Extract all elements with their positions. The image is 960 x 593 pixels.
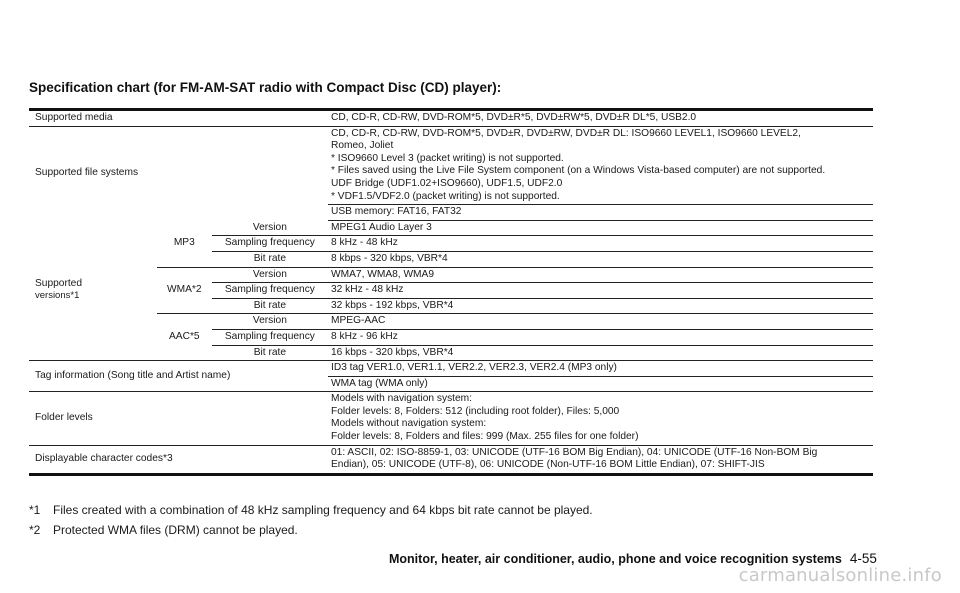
text-line: UDF Bridge (UDF1.02+ISO9660), UDF1.5, UDF2.0 [331, 177, 563, 189]
footnote-mark: *1 [29, 503, 41, 517]
param-label: Sampling frequency [212, 236, 328, 252]
row-value-supported-media: CD, CD-R, CD-RW, DVD-ROM*5, DVD±R*5, DVD±RW*5, DVD±R DL*5, USB2.0 [328, 110, 873, 127]
watermark: carmanualsonline.info [738, 565, 942, 586]
codec-label-aac: AAC*5 [157, 314, 212, 361]
param-label: Bit rate [212, 345, 328, 361]
param-value: WMA7, WMA8, WMA9 [328, 267, 873, 283]
text-line: Models with navigation system: [331, 393, 472, 405]
text-line: Folder levels: 8, Folders: 512 (including root folder), Files: 5,000 [331, 405, 620, 417]
row-label-supported-media: Supported media [29, 110, 328, 127]
chart-title: Specification chart (for FM-AM-SAT radio with Compact Disc (CD) player): [29, 80, 502, 95]
row-value-tag-info: ID3 tag VER1.0, VER1.1, VER2.2, VER2.3, VER2.4 (MP3 only) [328, 361, 873, 377]
footnote-1 [29, 503, 593, 517]
text-line: CD, CD-R, CD-RW, DVD-ROM*5, DVD±R, DVD±RW, DVD±R DL: ISO9660 LEVEL1, ISO9660 LEVEL2, [331, 127, 801, 139]
page-footer [389, 551, 877, 566]
param-label: Version [212, 314, 328, 330]
spec-table [29, 108, 873, 476]
text-line: Endian), 05: UNICODE (UTF-8), 06: UNICODE (Non-UTF-16 BOM Little Endian), 07: SHIFT-JIS [331, 459, 765, 471]
text-line: * VDF1.5/VDF2.0 (packet writing) is not supported. [331, 190, 560, 202]
footnote-text: Protected WMA files (DRM) cannot be played. [53, 523, 298, 537]
param-value: MPEG1 Audio Layer 3 [328, 220, 873, 236]
table-row [29, 361, 873, 377]
row-label-supported-versions [29, 220, 157, 360]
param-value: 8 kHz - 96 kHz [328, 329, 873, 345]
label-line: Supported [35, 277, 83, 289]
label-line: versions*1 [35, 290, 80, 302]
row-value-folder-levels [328, 392, 873, 445]
text-line: Romeo, Joliet [331, 140, 394, 152]
text-line: 01: ASCII, 02: ISO-8859-1, 03: UNICODE (UTF-16 BOM Big Endian), 04: UNICODE (UTF-16 Non-BOM Big [331, 446, 818, 458]
text-line: Models without navigation system: [331, 418, 487, 430]
row-value-tag-info: WMA tag (WMA only) [328, 376, 873, 392]
param-label: Bit rate [212, 298, 328, 314]
table-row [29, 392, 873, 445]
table-row [29, 220, 873, 236]
row-label-file-systems: Supported file systems [35, 167, 139, 179]
param-value: 8 kHz - 48 kHz [328, 236, 873, 252]
footnote-text: Files created with a combination of 48 kHz sampling frequency and 64 kbps bit rate cannot be played. [53, 503, 593, 517]
section-title: Monitor, heater, air conditioner, audio, phone and voice recognition systems [389, 552, 842, 566]
param-label: Sampling frequency [212, 329, 328, 345]
footnote-mark: *2 [29, 523, 41, 537]
text-line: * ISO9660 Level 3 (packet writing) is not supported. [331, 152, 564, 164]
row-value-file-systems [328, 126, 873, 205]
footnote-2 [29, 523, 298, 537]
param-value: 32 kbps - 192 kbps, VBR*4 [328, 298, 873, 314]
row-value-char-codes [328, 445, 873, 474]
page-number: 4-55 [849, 551, 877, 566]
text-line: Folder levels: 8, Folders and files: 999 (Max. 255 files for one folder) [331, 431, 639, 443]
row-label-folder-levels: Folder levels [29, 392, 328, 445]
codec-label-mp3: MP3 [157, 220, 212, 267]
param-value: MPEG-AAC [328, 314, 873, 330]
param-label: Sampling frequency [212, 283, 328, 299]
param-label: Version [212, 267, 328, 283]
table-row [29, 110, 873, 127]
row-label-tag-info: Tag information (Song title and Artist name) [29, 361, 328, 392]
row-value-usb: USB memory: FAT16, FAT32 [328, 205, 873, 221]
row-label-char-codes: Displayable character codes*3 [35, 452, 173, 464]
table-row [29, 445, 873, 474]
codec-label-wma: WMA*2 [157, 267, 212, 314]
param-value: 32 kHz - 48 kHz [328, 283, 873, 299]
param-value: 8 kbps - 320 kbps, VBR*4 [328, 251, 873, 267]
param-value: 16 kbps - 320 kbps, VBR*4 [328, 345, 873, 361]
param-label: Bit rate [212, 251, 328, 267]
table-row [29, 126, 873, 205]
text-line: * Files saved using the Live File System component (on a Windows Vista-based computer) are not supported. [331, 165, 826, 177]
param-label: Version [212, 220, 328, 236]
